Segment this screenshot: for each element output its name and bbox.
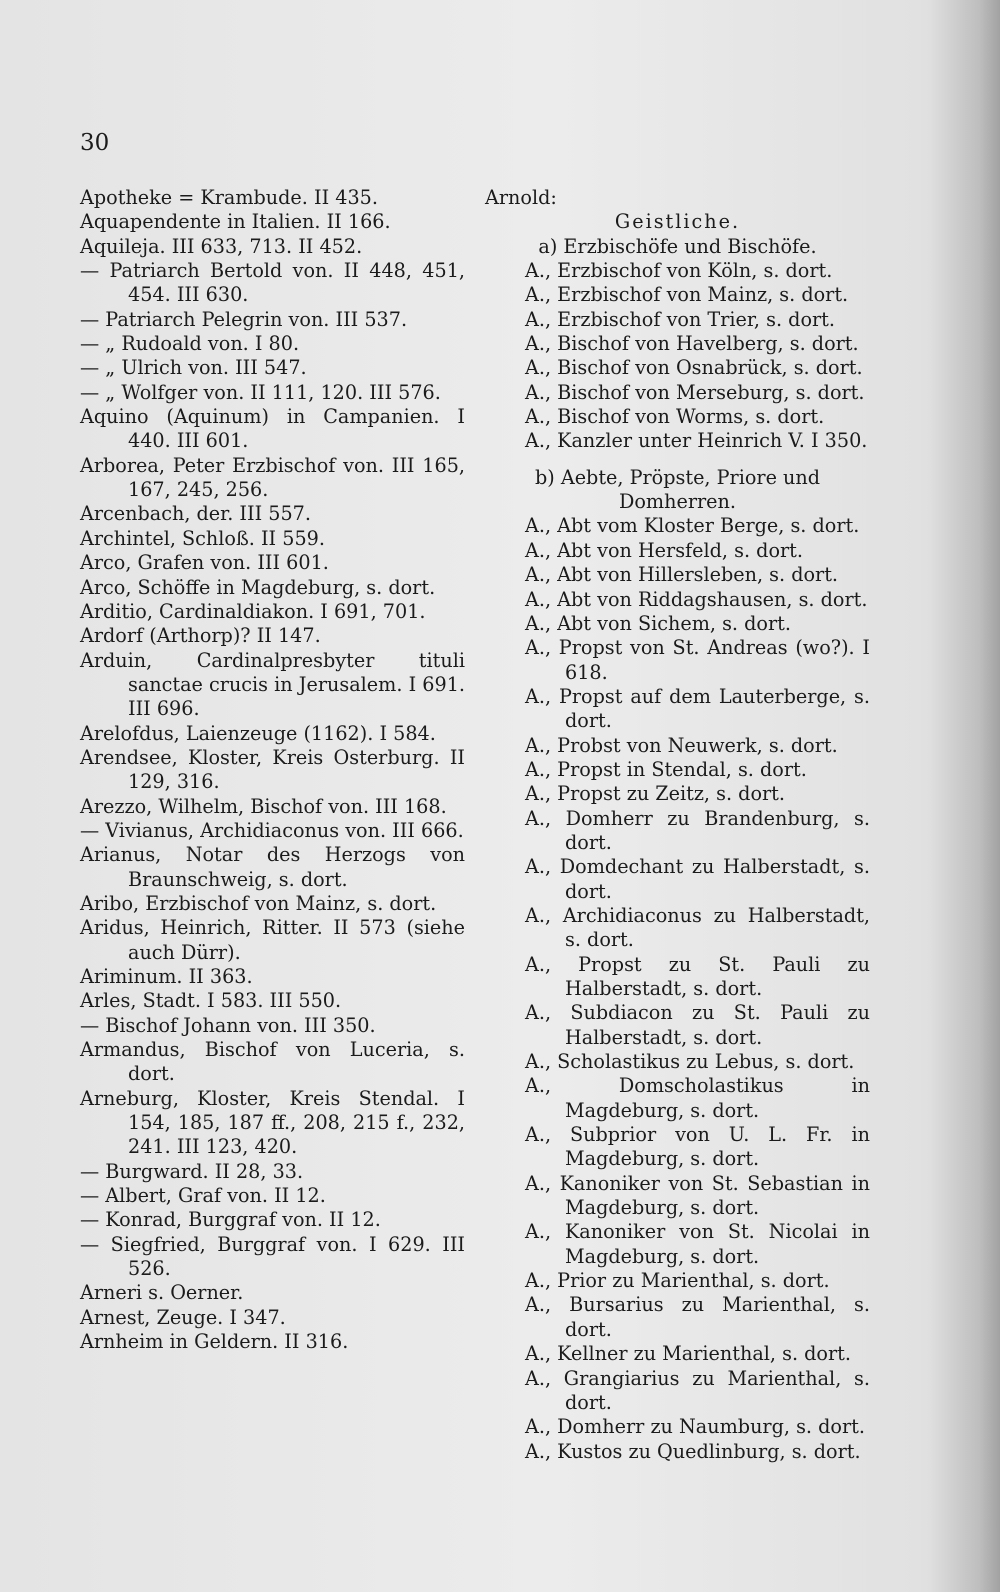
index-entry: A., Abt von Hillersleben, s. dort. bbox=[525, 563, 839, 587]
index-entry: — Siegfried, Burggraf von. I 629. III 526. bbox=[80, 1232, 465, 1281]
index-entry: A., Abt vom Kloster Berge, s. dort. bbox=[525, 514, 860, 538]
page-edge-shadow bbox=[930, 0, 1000, 1592]
index-entry: A., Bischof von Merseburg, s. dort. bbox=[525, 380, 865, 404]
index-entry: — Burgward. II 28, 33. bbox=[80, 1159, 304, 1183]
index-entry: — Albert, Graf von. II 12. bbox=[80, 1184, 326, 1208]
index-entry: — Bischof Johann von. III 350. bbox=[80, 1013, 376, 1037]
index-entry: — Vivianus, Archidiaconus von. III 666. bbox=[80, 818, 464, 842]
index-entry: Arnheim in Geldern. II 316. bbox=[80, 1330, 349, 1354]
index-entry: A., Propst zu St. Pauli zu Halberstadt, s. dort. bbox=[525, 952, 870, 1000]
index-entry: A., Kanoniker von St. Sebastian in Magdeburg, s. dort. bbox=[525, 1171, 870, 1220]
index-entry: A., Subdiacon zu St. Pauli zu Halberstadt, s. dort. bbox=[525, 1001, 870, 1049]
index-entry: Apotheke = Krambude. II 435. bbox=[80, 186, 378, 209]
group-subheading: a) Erzbischöfe und Bischöfe. bbox=[538, 234, 817, 258]
index-entry: A., Kanoniker von St. Nicolai in Magdeburg, s. dort. bbox=[525, 1220, 870, 1268]
index-entry: A., Abt von Sichem, s. dort. bbox=[525, 611, 791, 635]
index-entry: Aquino (Aquinum) in Campanien. I 440. III 601. bbox=[80, 405, 465, 453]
index-entry: — Patriarch Pelegrin von. III 537. bbox=[80, 307, 408, 331]
group-container bbox=[485, 235, 870, 1464]
index-entry: Arborea, Peter Erzbischof von. III 165, 167, 245, 256. bbox=[80, 453, 465, 502]
index-entry: A., Propst von St. Andreas (wo?). I 618. bbox=[525, 636, 870, 684]
index-entry: A., Kanzler unter Heinrich V. I 350. bbox=[525, 429, 868, 453]
index-entry: Arduin, Cardinalpresbyter tituli sanctae crucis in Jerusalem. I 691. III 696. bbox=[80, 648, 465, 721]
index-entry: A., Kustos zu Quedlinburg, s. dort. bbox=[525, 1439, 861, 1463]
index-column-left bbox=[80, 186, 465, 1355]
index-entry: A., Propst zu Zeitz, s. dort. bbox=[525, 782, 785, 806]
index-entry: Arelofdus, Laienzeuge (1162). I 584. bbox=[80, 721, 436, 745]
index-entry: A., Scholastikus zu Lebus, s. dort. bbox=[525, 1050, 855, 1074]
index-entry: A., Propst in Stendal, s. dort. bbox=[525, 757, 807, 781]
index-entry: — Konrad, Burggraf von. II 12. bbox=[80, 1208, 381, 1232]
section-title: Geistliche. bbox=[614, 210, 741, 234]
index-entry: A., Bischof von Worms, s. dort. bbox=[525, 405, 825, 429]
index-entry: A., Propst auf dem Lauterberge, s. dort. bbox=[525, 684, 870, 733]
index-entry: A., Erzbischof von Köln, s. dort. bbox=[525, 259, 833, 283]
index-entry: Ardorf (Arthorp)? II 147. bbox=[80, 624, 321, 648]
index-entry: A., Probst von Neuwerk, s. dort. bbox=[525, 733, 838, 757]
index-entry: A., Archidiaconus zu Halberstadt, s. dort. bbox=[525, 903, 870, 952]
index-entry: A., Domscholastikus in Magdeburg, s. dort. bbox=[525, 1074, 870, 1122]
index-entry: Arneri s. Oerner. bbox=[80, 1281, 244, 1305]
index-entry: A., Domherr zu Brandenburg, s. dort. bbox=[525, 806, 870, 854]
index-entry: A., Bischof von Havelberg, s. dort. bbox=[525, 332, 859, 356]
index-entry: Arco, Schöffe in Magdeburg, s. dort. bbox=[80, 575, 436, 599]
group-subheading: b) Aebte, Pröpste, Priore und Domherren. bbox=[534, 465, 821, 514]
index-entry: A., Subprior von U. L. Fr. in Magdeburg, s. dort. bbox=[525, 1123, 870, 1171]
page-number: 30 bbox=[80, 130, 110, 156]
index-entry: A., Domherr zu Naumburg, s. dort. bbox=[525, 1415, 865, 1439]
index-entry: A., Bursarius zu Marienthal, s. dort. bbox=[525, 1293, 870, 1341]
index-entry: Arendsee, Kloster, Kreis Osterburg. II 129, 316. bbox=[80, 745, 465, 794]
index-entry: — Patriarch Bertold von. II 448, 451, 454. III 630. bbox=[80, 259, 465, 307]
index-entry: A., Kellner zu Marienthal, s. dort. bbox=[525, 1342, 851, 1366]
index-entry: — „ Ulrich von. III 547. bbox=[80, 356, 307, 380]
index-entry: Aribo, Erzbischof von Mainz, s. dort. bbox=[80, 891, 437, 915]
index-entry: Aridus, Heinrich, Ritter. II 573 (siehe auch Dürr). bbox=[80, 916, 465, 964]
index-entry: Arditio, Cardinaldiakon. I 691, 701. bbox=[80, 599, 426, 623]
index-column-right bbox=[485, 186, 870, 1464]
index-entry: — „ Rudoald von. I 80. bbox=[80, 332, 300, 356]
index-entry: A., Abt von Hersfeld, s. dort. bbox=[525, 538, 803, 562]
index-entry: Armandus, Bischof von Luceria, s. dort. bbox=[80, 1038, 465, 1086]
index-entry: A., Erzbischof von Mainz, s. dort. bbox=[525, 283, 849, 307]
index-entry: Archintel, Schloß. II 559. bbox=[80, 526, 325, 550]
index-entry: A., Erzbischof von Trier, s. dort. bbox=[525, 307, 835, 331]
index-entry: Aquileja. III 633, 713. II 452. bbox=[80, 234, 363, 258]
index-entry: A., Grangiarius zu Marienthal, s. dort. bbox=[525, 1366, 870, 1414]
index-entry: Arneburg, Kloster, Kreis Stendal. I 154, 185, 187 ff., 208, 215 f., 232, 241. III 123, 420. bbox=[80, 1086, 465, 1159]
entry-heading: Arnold: bbox=[485, 186, 557, 209]
index-entry: Arnest, Zeuge. I 347. bbox=[80, 1305, 286, 1329]
index-entry: Ariminum. II 363. bbox=[80, 965, 253, 988]
index-entry: Arezzo, Wilhelm, Bischof von. III 168. bbox=[80, 794, 447, 818]
index-entry: A., Prior zu Marienthal, s. dort. bbox=[525, 1269, 830, 1293]
index-entry: Arianus, Notar des Herzogs von Braunschweig, s. dort. bbox=[80, 843, 465, 891]
index-entry: A., Bischof von Osnabrück, s. dort. bbox=[525, 356, 863, 380]
index-entry: Aquapendente in Italien. II 166. bbox=[80, 210, 391, 234]
index-entry: — „ Wolfger von. II 111, 120. III 576. bbox=[80, 380, 441, 404]
index-entry: A., Abt von Riddagshausen, s. dort. bbox=[525, 587, 868, 611]
index-entry: Arles, Stadt. I 583. III 550. bbox=[80, 989, 342, 1013]
index-entry: Arcenbach, der. III 557. bbox=[80, 502, 311, 526]
index-entry: Arco, Grafen von. III 601. bbox=[80, 551, 329, 575]
index-entry: A., Domdechant zu Halberstadt, s. dort. bbox=[525, 855, 870, 903]
